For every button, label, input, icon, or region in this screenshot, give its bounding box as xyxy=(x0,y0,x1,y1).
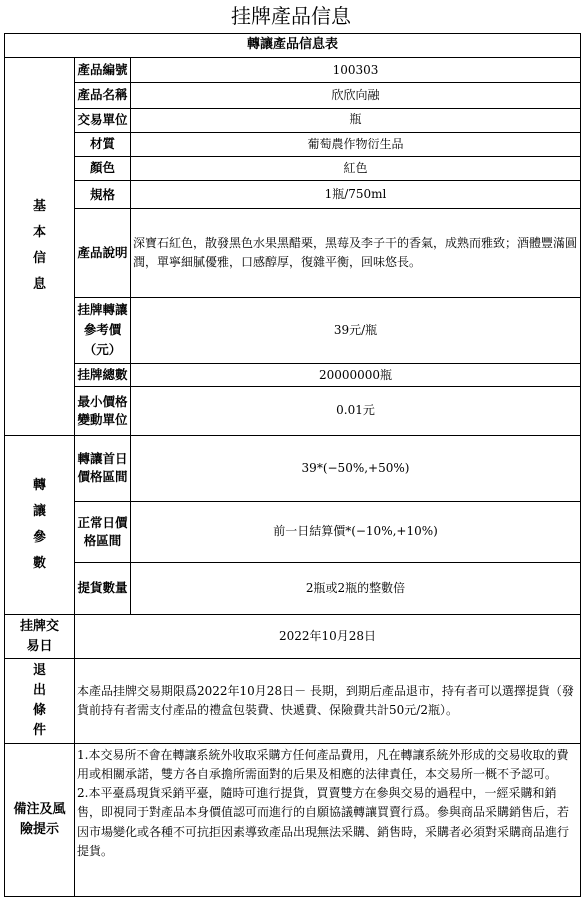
label-trade-unit: 交易單位 xyxy=(75,108,131,132)
value-first-day-range: 39*(−50%,+50%) xyxy=(131,435,581,501)
label-total-listed: 挂牌總數 xyxy=(75,364,131,387)
label-material: 材質 xyxy=(75,132,131,156)
label-spec: 規格 xyxy=(75,180,131,208)
value-description: 深寶石紅色，散發黑色水果黑醋栗，黑莓及李子干的香氣，成熟而雅致；酒體豐滿圓潤，單寧細膩優雅，口感醇厚，復雜平衡，回味悠長。 xyxy=(131,209,581,298)
value-delisting-text: 本產品挂牌交易期限爲2022年10月28日－ 長期，到期后產品退市，持有者可以選擇提貨（發貨前持有者需支付產品的禮盒包裝費、快遞費、保險費共計50元/2瓶）。 xyxy=(75,659,581,744)
value-reference-price: 39元/瓶 xyxy=(131,297,581,363)
section-delisting-label: 退出條件 xyxy=(32,663,46,738)
value-total-listed: 20000000瓶 xyxy=(131,364,581,387)
label-normal-day-range: 正常日價格區間 xyxy=(75,502,131,562)
value-spec: 1瓶/750ml xyxy=(131,180,581,208)
label-min-tick: 最小價格變動單位 xyxy=(75,387,131,435)
value-product-name: 欣欣向融 xyxy=(131,83,581,108)
value-product-code: 100303 xyxy=(131,58,581,83)
section-transfer-params xyxy=(5,435,75,614)
section-risk xyxy=(5,743,75,896)
product-info-table xyxy=(4,33,581,897)
label-product-name: 產品名稱 xyxy=(75,83,131,108)
page-title: 挂牌產品信息 xyxy=(231,4,351,28)
label-product-code: 產品編號 xyxy=(75,58,131,83)
table-title: 轉讓產品信息表 xyxy=(5,34,581,58)
value-material: 葡萄農作物衍生品 xyxy=(131,132,581,156)
section-basic-info xyxy=(5,58,75,436)
section-transfer-label: 轉讓參數 xyxy=(32,477,46,571)
section-delisting xyxy=(5,659,75,744)
section-listing-day xyxy=(5,614,75,658)
value-normal-day-range: 前一日結算價*(−10%,+10%) xyxy=(131,502,581,562)
label-reference-price: 挂牌轉讓參考價（元） xyxy=(75,297,131,363)
section-listing-day-label: 挂牌交易日 xyxy=(19,618,59,654)
risk-text xyxy=(75,743,581,896)
risk-paragraph-1: 1.本交易所不會在轉讓系統外收取采購方任何產品費用，凡在轉讓系統外形成的交易收取的費用或相關承諾，雙方各自承擔所需面對的后果及相應的法律責任，本交易所一概不予認可。 xyxy=(77,747,569,781)
value-listing-date: 2022年10月28日 xyxy=(75,614,581,658)
value-color: 紅色 xyxy=(131,156,581,180)
label-description: 產品說明 xyxy=(75,209,131,298)
label-first-day-range: 轉讓首日價格區間 xyxy=(75,435,131,501)
value-pickup-quantity: 2瓶或2瓶的整數倍 xyxy=(131,562,581,614)
value-min-tick: 0.01元 xyxy=(131,387,581,435)
value-trade-unit: 瓶 xyxy=(131,108,581,132)
label-color: 顏色 xyxy=(75,156,131,180)
section-risk-label: 備注及風險提示 xyxy=(13,801,66,837)
label-pickup-quantity: 提貨數量 xyxy=(75,562,131,614)
risk-paragraph-2: 2.本平臺爲現貨采銷平臺，隨時可進行提貨，買賣雙方在參與交易的過程中，一經采購和銷售，即視同于對產品本身價值認可而進行的自願協議轉讓買賣行爲。參與商品采購銷售后，若因市場變化或各種不可抗拒因素導致產品出現無法采購、銷售時，采購者必須對采購商品進行提貨。 xyxy=(77,786,570,858)
section-basic-label: 基本信息 xyxy=(32,199,46,293)
